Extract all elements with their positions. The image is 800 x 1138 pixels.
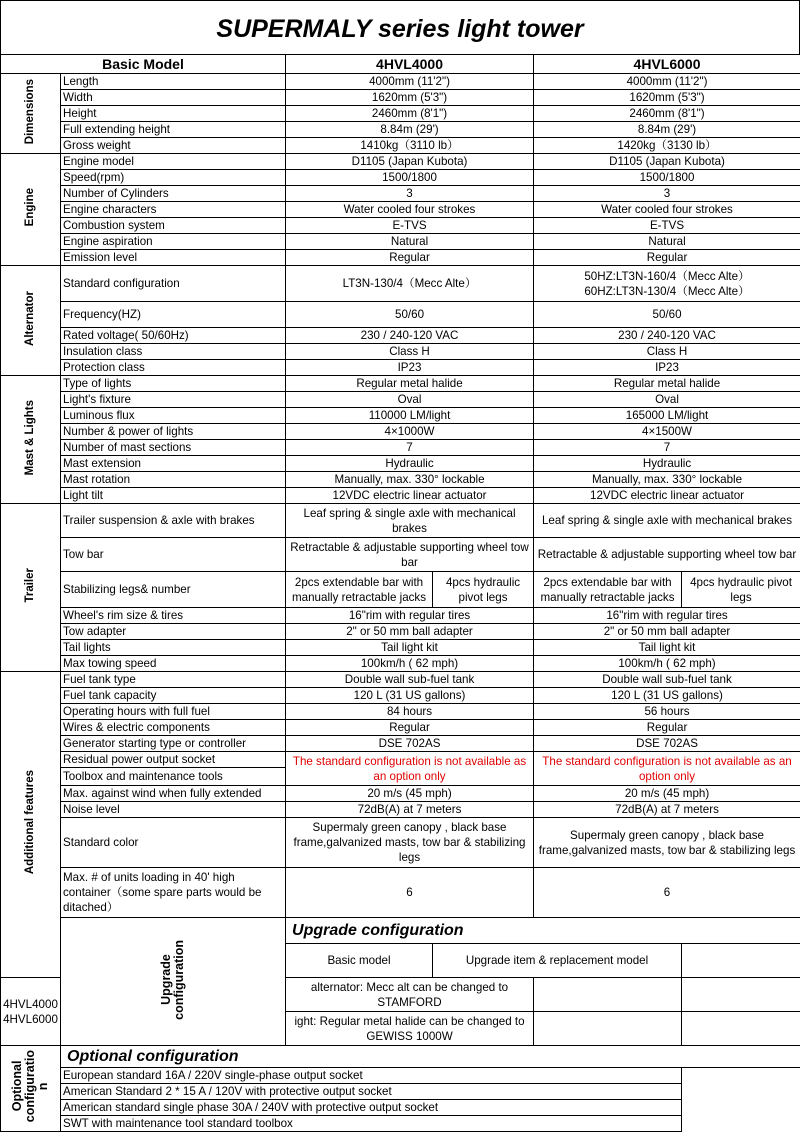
value-a: D1105 (Japan Kubota) — [286, 154, 534, 170]
table-row — [1, 720, 800, 736]
optional-item: American Standard 2 * 15 A / 120V with protective output socket — [61, 1084, 682, 1100]
value-a: 12VDC electric linear actuator — [286, 488, 534, 504]
table-row — [1, 266, 800, 302]
value-a: 7 — [286, 440, 534, 456]
table-row — [1, 154, 800, 170]
value-a: 1500/1800 — [286, 170, 534, 186]
value-a: E-TVS — [286, 218, 534, 234]
value-b: Supermaly green canopy , black base frame,galvanized masts, tow bar & stabilizing legs — [534, 818, 800, 868]
value-b: 1420kg（3130 lb） — [534, 138, 800, 154]
value-a: Retractable & adjustable supporting wheel tow bar — [286, 538, 534, 572]
value-a-note: The standard configuration is not available as an option only — [286, 752, 534, 786]
value-a: Natural — [286, 234, 534, 250]
table-row — [1, 504, 800, 538]
value-b-jacks: 2pcs extendable bar with manually retractable jacks — [534, 572, 682, 608]
table-row — [1, 218, 800, 234]
optional-row — [1, 1100, 800, 1116]
row-label: Number of mast sections — [61, 440, 286, 456]
table-row — [1, 656, 800, 672]
value-b: 1620mm (5'3") — [534, 90, 800, 106]
value-b: Retractable & adjustable supporting wheel tow bar — [534, 538, 800, 572]
value-b: 2" or 50 mm ball adapter — [534, 624, 800, 640]
row-label: Toolbox and maintenance tools — [61, 768, 286, 786]
section-upgrade: Upgrade configuration — [61, 918, 286, 1046]
table-row — [1, 202, 800, 218]
value-a: 2" or 50 mm ball adapter — [286, 624, 534, 640]
row-label: Fuel tank capacity — [61, 688, 286, 704]
empty-cell — [682, 1012, 800, 1046]
upgrade-item-light: ight: Regular metal halide can be changed to GEWISS 1000W — [286, 1012, 534, 1046]
row-label: Insulation class — [61, 344, 286, 360]
value-a: Regular — [286, 720, 534, 736]
row-label: Tow adapter — [61, 624, 286, 640]
row-label: Full extending height — [61, 122, 286, 138]
empty-cell — [534, 1012, 682, 1046]
value-b: Hydraulic — [534, 456, 800, 472]
section-engine: Engine — [1, 154, 61, 266]
header-row — [1, 55, 800, 74]
optional-item: SWT with maintenance tool standard toolbox — [61, 1116, 682, 1132]
table-row — [1, 90, 800, 106]
value-a: 1410kg（3110 lb） — [286, 138, 534, 154]
value-b: Water cooled four strokes — [534, 202, 800, 218]
value-b: 56 hours — [534, 704, 800, 720]
value-a: 50/60 — [286, 302, 534, 328]
row-label: Standard configuration — [61, 266, 286, 302]
table-row — [1, 440, 800, 456]
table-row — [1, 106, 800, 122]
upgrade-models — [1, 978, 61, 1046]
empty-cell — [682, 944, 800, 978]
value-a: Water cooled four strokes — [286, 202, 534, 218]
value-a: 72dB(A) at 7 meters — [286, 802, 534, 818]
table-row — [1, 704, 800, 720]
value-a: 3 — [286, 186, 534, 202]
value-a-jacks: 2pcs extendable bar with manually retractable jacks — [286, 572, 433, 608]
value-b: 12VDC electric linear actuator — [534, 488, 800, 504]
section-dimensions: Dimensions — [1, 74, 61, 154]
value-b: 4000mm (11'2") — [534, 74, 800, 90]
value-b: Regular — [534, 720, 800, 736]
upgrade-item-alternator: alternator: Mecc alt can be changed to STAMFORD — [286, 978, 534, 1012]
table-row — [1, 408, 800, 424]
value-b: 16"rim with regular tires — [534, 608, 800, 624]
row-label: Protection class — [61, 360, 286, 376]
row-label: Gross weight — [61, 138, 286, 154]
table-row — [1, 640, 800, 656]
row-label: Wires & electric components — [61, 720, 286, 736]
value-a: Supermaly green canopy , black base frame,galvanized masts, tow bar & stabilizing legs — [286, 818, 534, 868]
upgrade-col-model: Basic model — [286, 944, 433, 978]
optional-item: European standard 16A / 220V single-phase output socket — [61, 1068, 682, 1084]
value-b: Tail light kit — [534, 640, 800, 656]
empty-cell — [682, 978, 800, 1012]
header-model-a: 4HVL4000 — [286, 55, 534, 74]
value-a: LT3N-130/4（Mecc Alte） — [286, 266, 534, 302]
value-b: Oval — [534, 392, 800, 408]
value-a: 4×1000W — [286, 424, 534, 440]
row-label: Engine model — [61, 154, 286, 170]
upgrade-model-1: 4HVL4000 — [3, 997, 58, 1011]
value-b: Manually, max. 330° lockable — [534, 472, 800, 488]
table-row — [1, 688, 800, 704]
row-label: Mast extension — [61, 456, 286, 472]
value-a: Double wall sub-fuel tank — [286, 672, 534, 688]
value-b-pivot: 4pcs hydraulic pivot legs — [682, 572, 800, 608]
upgrade-model-2: 4HVL6000 — [3, 1012, 58, 1026]
value-b: Regular — [534, 250, 800, 266]
value-a: Regular — [286, 250, 534, 266]
value-a: Oval — [286, 392, 534, 408]
value-a: 84 hours — [286, 704, 534, 720]
table-row — [1, 456, 800, 472]
row-label: Light tilt — [61, 488, 286, 504]
table-row — [1, 74, 800, 90]
value-a: Tail light kit — [286, 640, 534, 656]
value-b — [534, 266, 800, 302]
value-b: 100km/h ( 62 mph) — [534, 656, 800, 672]
row-label: Standard color — [61, 818, 286, 868]
table-row — [1, 802, 800, 818]
value-a: Manually, max. 330° lockable — [286, 472, 534, 488]
section-additional-features: Additional features — [1, 672, 61, 978]
section-mast-lights: Mast & Lights — [1, 376, 61, 504]
row-label: Length — [61, 74, 286, 90]
value-a: 230 / 240-120 VAC — [286, 328, 534, 344]
row-label: Max. against wind when fully extended — [61, 786, 286, 802]
table-row — [1, 344, 800, 360]
row-label: Max. # of units loading in 40' high container（some spare parts would be ditached） — [61, 868, 286, 918]
row-label: Rated voltage( 50/60Hz) — [61, 328, 286, 344]
value-b: 72dB(A) at 7 meters — [534, 802, 800, 818]
table-row — [1, 818, 800, 868]
row-label: Max towing speed — [61, 656, 286, 672]
table-row — [1, 328, 800, 344]
table-row — [1, 138, 800, 154]
value-a: 100km/h ( 62 mph) — [286, 656, 534, 672]
optional-row — [1, 1068, 800, 1084]
row-label: Tail lights — [61, 640, 286, 656]
value-b-note: The standard configuration is not available as an option only — [534, 752, 800, 786]
row-label: Mast rotation — [61, 472, 286, 488]
row-label: Noise level — [61, 802, 286, 818]
value-b: 7 — [534, 440, 800, 456]
row-label: Light's fixture — [61, 392, 286, 408]
value-a: Leaf spring & single axle with mechanical brakes — [286, 504, 534, 538]
value-b: Natural — [534, 234, 800, 250]
table-row — [1, 488, 800, 504]
table-row — [1, 736, 800, 752]
upgrade-heading-row — [1, 918, 800, 944]
table-row — [1, 868, 800, 918]
row-label: Number of Cylinders — [61, 186, 286, 202]
value-b: 1500/1800 — [534, 170, 800, 186]
row-label: Type of lights — [61, 376, 286, 392]
value-b-line-1: 50HZ:LT3N-160/4（Mecc Alte） — [584, 269, 750, 283]
optional-heading-row — [1, 1046, 800, 1068]
value-a-pivot: 4pcs hydraulic pivot legs — [433, 572, 534, 608]
value-b: 230 / 240-120 VAC — [534, 328, 800, 344]
spec-table — [0, 54, 800, 1132]
upgrade-heading: Upgrade configuration — [286, 918, 800, 944]
table-row — [1, 672, 800, 688]
table-row — [1, 538, 800, 572]
value-a: 4000mm (11'2") — [286, 74, 534, 90]
value-b: Class H — [534, 344, 800, 360]
value-b: D1105 (Japan Kubota) — [534, 154, 800, 170]
value-a: Class H — [286, 344, 534, 360]
row-label: Fuel tank type — [61, 672, 286, 688]
table-row — [1, 624, 800, 640]
row-label: Trailer suspension & axle with brakes — [61, 504, 286, 538]
row-label: Width — [61, 90, 286, 106]
value-b: Double wall sub-fuel tank — [534, 672, 800, 688]
value-b: Leaf spring & single axle with mechanical brakes — [534, 504, 800, 538]
value-b-line-2: 60HZ:LT3N-130/4（Mecc Alte） — [584, 284, 750, 298]
value-a: Regular metal halide — [286, 376, 534, 392]
value-b: 165000 LM/light — [534, 408, 800, 424]
value-b: 3 — [534, 186, 800, 202]
table-row — [1, 186, 800, 202]
value-b: E-TVS — [534, 218, 800, 234]
optional-item: American standard single phase 30A / 240V with protective output socket — [61, 1100, 682, 1116]
table-row — [1, 122, 800, 138]
value-a: DSE 702AS — [286, 736, 534, 752]
row-label: Operating hours with full fuel — [61, 704, 286, 720]
value-b: Regular metal halide — [534, 376, 800, 392]
value-b: 20 m/s (45 mph) — [534, 786, 800, 802]
table-row — [1, 360, 800, 376]
value-b: 6 — [534, 868, 800, 918]
row-label: Wheel's rim size & tires — [61, 608, 286, 624]
section-trailer: Trailer — [1, 504, 61, 672]
table-row — [1, 376, 800, 392]
row-label: Number & power of lights — [61, 424, 286, 440]
value-a: 1620mm (5'3") — [286, 90, 534, 106]
value-b: 4×1500W — [534, 424, 800, 440]
table-row — [1, 752, 800, 768]
value-b: 2460mm (8'1") — [534, 106, 800, 122]
value-b: DSE 702AS — [534, 736, 800, 752]
value-b: 50/60 — [534, 302, 800, 328]
row-label: Tow bar — [61, 538, 286, 572]
value-b: IP23 — [534, 360, 800, 376]
section-optional: Optional configuratio n — [1, 1046, 61, 1132]
value-a: Hydraulic — [286, 456, 534, 472]
value-a: 20 m/s (45 mph) — [286, 786, 534, 802]
table-row — [1, 424, 800, 440]
table-row — [1, 392, 800, 408]
optional-heading: Optional configuration — [61, 1046, 800, 1068]
row-label: Emission level — [61, 250, 286, 266]
value-a: 6 — [286, 868, 534, 918]
table-row — [1, 170, 800, 186]
row-label: Stabilizing legs& number — [61, 572, 286, 608]
optional-row — [1, 1116, 800, 1132]
value-a: 16"rim with regular tires — [286, 608, 534, 624]
value-a: IP23 — [286, 360, 534, 376]
value-b: 120 L (31 US gallons) — [534, 688, 800, 704]
row-label: Combustion system — [61, 218, 286, 234]
value-a: 2460mm (8'1") — [286, 106, 534, 122]
header-model-b: 4HVL6000 — [534, 55, 800, 74]
value-a: 8.84m (29') — [286, 122, 534, 138]
section-alternator: Alternator — [1, 266, 61, 376]
upgrade-col-item: Upgrade item & replacement model — [433, 944, 682, 978]
header-basic-model: Basic Model — [1, 55, 286, 74]
table-row — [1, 234, 800, 250]
optional-row — [1, 1084, 800, 1100]
row-label: Frequency(HZ) — [61, 302, 286, 328]
table-row — [1, 572, 800, 608]
row-label: Residual power output socket — [61, 752, 286, 768]
value-a: 110000 LM/light — [286, 408, 534, 424]
row-label: Engine aspiration — [61, 234, 286, 250]
row-label: Engine characters — [61, 202, 286, 218]
row-label: Speed(rpm) — [61, 170, 286, 186]
table-row — [1, 302, 800, 328]
row-label: Generator starting type or controller — [61, 736, 286, 752]
row-label: Luminous flux — [61, 408, 286, 424]
value-b: 8.84m (29') — [534, 122, 800, 138]
table-row — [1, 472, 800, 488]
row-label: Height — [61, 106, 286, 122]
table-row — [1, 786, 800, 802]
table-row — [1, 250, 800, 266]
empty-cell — [534, 978, 682, 1012]
value-a: 120 L (31 US gallons) — [286, 688, 534, 704]
table-row — [1, 608, 800, 624]
sheet-title: SUPERMALY series light tower — [0, 0, 800, 54]
